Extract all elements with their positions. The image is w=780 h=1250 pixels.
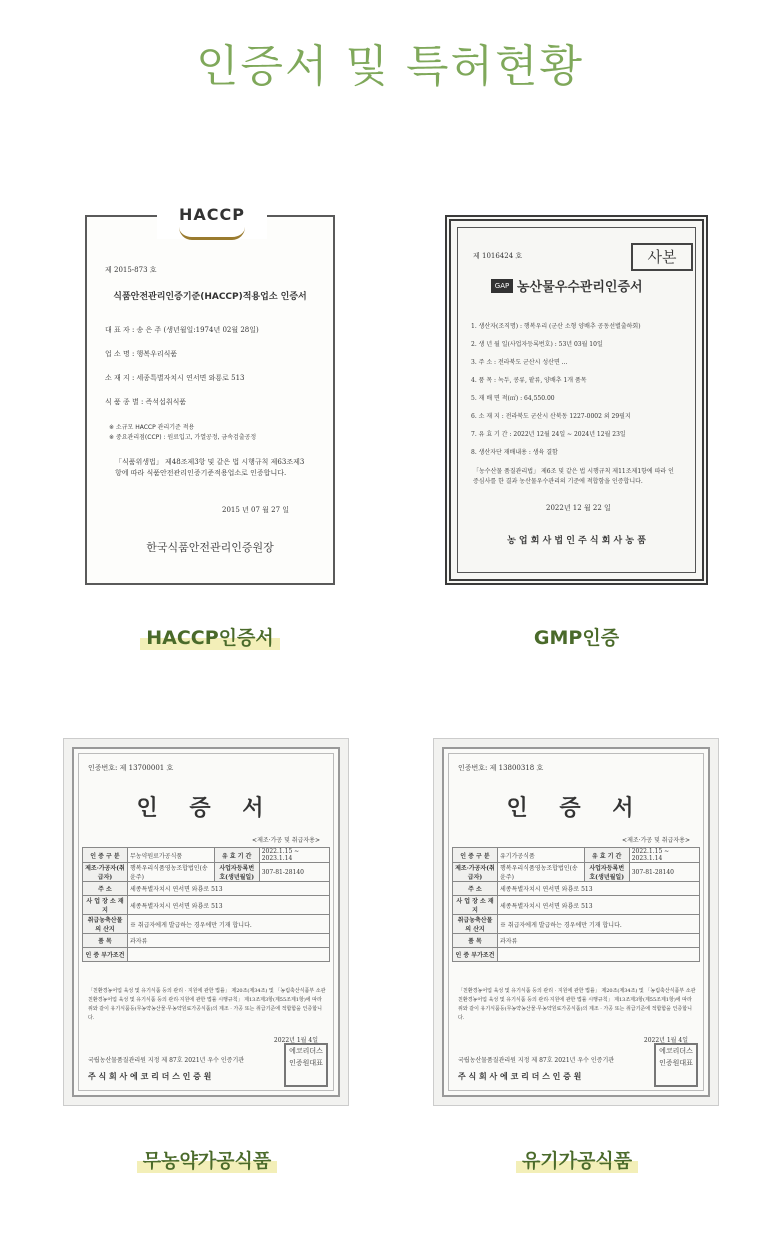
cert-title: 인 증 서: [506, 795, 646, 821]
table-row: [453, 948, 700, 962]
table-row: [453, 934, 700, 948]
table-row: [83, 882, 330, 896]
table-row: [83, 934, 330, 948]
table-row: [453, 896, 700, 915]
cert-subtitle: <제조·가공 및 취급자용>: [252, 837, 320, 844]
table-cell: [498, 948, 700, 962]
table-cell: 품 목: [83, 934, 128, 948]
haccp-certificate: [85, 205, 335, 585]
caption-organic-text: 유기가공식품: [516, 1146, 638, 1173]
table-cell: 유기가공식품: [498, 848, 585, 863]
caption-nopesticide-text: 무농약가공식품: [137, 1146, 277, 1173]
table-cell: 과자류: [498, 934, 700, 948]
table-cell: 행복우리식품영농조합법인(송윤주): [498, 863, 585, 882]
haccp-row: 식 품 종 별 : 즉석섭취식품: [105, 398, 187, 406]
table-cell: 사 업 장 소 재 지: [83, 896, 128, 915]
table-cell: 인 증 구 분: [83, 848, 128, 863]
caption-nopesticide: [63, 1146, 351, 1173]
cert-body: 「친환경농어업 육성 및 유기식품 등의 관리 · 지원에 관한 법률」 제20조(제34조) 및 「농림축산식품부 소관 친환경농어업 육성 및 유기식품 등의 관리·지원에 관한 법률 시행규칙」 제13조제3항(제55조제1항)에 따라 위와 같이 유기식품등(무농약농산물·무농약원료가공식품)의 제조 · 가공 또는 취급기준에 적합함을 인증합니다.: [88, 988, 326, 1021]
table-cell: 인 증 부가조건: [453, 948, 498, 962]
caption-haccp-text: HACCP인증서: [140, 623, 279, 650]
gmp-row: 1. 생산자(조직명) : 행복우리 (군산 소형 양배추 공동선별출하회): [471, 323, 641, 330]
table-cell: 제조·가공자(취급자): [83, 863, 128, 882]
haccp-row: 업 소 명 : 행복우리식품: [105, 350, 178, 358]
table-cell: 세종특별자치시 연서면 와룡로 513: [498, 896, 700, 915]
cert-table: [452, 847, 700, 962]
table-cell: ※ 취급자에게 발급하는 경우에만 기재 합니다.: [498, 915, 700, 934]
haccp-note: ※ 중요관리점(CCP) : 원료입고, 가열공정, 금속검출공정: [109, 434, 257, 441]
organic-certificate: [433, 738, 719, 1106]
gmp-row: 4. 품 목 : 녹두, 콩류, 팥류, 양배추 1개 품목: [471, 377, 587, 384]
gmp-row: 2. 생 년 월 일(사업자등록번호) : 53년 03월 10일: [471, 341, 603, 348]
gmp-title: 농산물우수관리인증서: [517, 280, 643, 295]
table-row: [453, 848, 700, 863]
cert-issuer: 주 식 회 사 에 코 리 더 스 인 증 원: [88, 1071, 212, 1081]
table-cell: 무농약원료가공식품: [128, 848, 215, 863]
table-cell: 인 증 구 분: [453, 848, 498, 863]
table-cell: 제조·가공자(취급자): [453, 863, 498, 882]
table-cell: 세종특별자치시 연서면 와룡로 513: [128, 882, 330, 896]
gmp-issuer: 농 업 회 사 법 인 주 식 회 사 농 품: [507, 536, 646, 546]
cert-footer: 국립농산물품질관리원 지정 제 87호 2021년 우수 인증기관: [458, 1057, 615, 1064]
gmp-row: 6. 소 재 지 : 전라북도 군산시 산북동 1227-0002 외 29필지: [471, 413, 631, 420]
gmp-date: 2022년 12 월 22 일: [546, 504, 611, 512]
cert-subtitle: <제조·가공 및 취급자용>: [622, 837, 690, 844]
haccp-logo: [157, 205, 267, 239]
haccp-logo-text: HACCP: [179, 205, 245, 224]
table-cell: 행복우리식품영농조합법인(송윤주): [128, 863, 215, 882]
table-cell: 세종특별자치시 연서면 와룡로 513: [128, 896, 330, 915]
cert-body: 「친환경농어업 육성 및 유기식품 등의 관리 · 지원에 관한 법률」 제20조(제34조) 및 「농림축산식품부 소관 친환경농어업 육성 및 유기식품 등의 관리·지원에 관한 법률 시행규칙」 제13조제3항(제55조제1항)에 따라 위와 같이 유기식품등(무농약농산물·무농약원료가공식품)의 제조 · 가공 또는 취급기준에 적합함을 인증합니다.: [458, 988, 696, 1021]
haccp-body: 「식품위생법」 제48조제3항 및 같은 법 시행규칙 제63조제3항에 따라 식품안전관리인증기준적용업소로 인증합니다.: [115, 458, 305, 477]
table-row: [83, 896, 330, 915]
official-seal: 에코리더스인증원대표: [654, 1043, 698, 1087]
table-cell: 주 소: [453, 882, 498, 896]
table-cell: 세종특별자치시 연서면 와룡로 513: [498, 882, 700, 896]
gmp-row: 3. 주 소 : 전라북도 군산시 성산면 ...: [471, 359, 568, 366]
cert-issuer: 주 식 회 사 에 코 리 더 스 인 증 원: [458, 1071, 582, 1081]
haccp-note: ※ 소규모 HACCP 관리기준 적용: [109, 424, 195, 431]
table-cell: 307-81-28140: [629, 863, 699, 882]
table-cell: 유 효 기 간: [214, 848, 259, 863]
table-row: [83, 948, 330, 962]
table-cell: ※ 취급자에게 발급하는 경우에만 기재 합니다.: [128, 915, 330, 934]
table-cell: [128, 948, 330, 962]
haccp-logo-arc: [179, 227, 245, 240]
caption-gmp-text: GMP인증: [533, 627, 620, 649]
haccp-issuer: 한국식품안전관리인증원장: [146, 541, 274, 554]
cert-date: 2022년 1월 4일: [273, 1037, 318, 1044]
table-row: [83, 848, 330, 863]
cert-number: 인증번호: 제 13800318 호: [458, 764, 544, 772]
cert-number: 인증번호: 제 13700001 호: [88, 764, 174, 772]
table-cell: 주 소: [83, 882, 128, 896]
gmp-row: 8. 생산자단 재배내용 : 생육 결함: [471, 449, 558, 456]
table-row: [453, 863, 700, 882]
gmp-certificate: [445, 215, 708, 585]
table-cell: 사업자등록번호(생년월일): [214, 863, 259, 882]
gmp-body: 「농수산물 품질관리법」 제6조 및 같은 법 시행규칙 제11조제1항에 따라 인증심사를 한 결과 농산물우수관리의 기준에 적합함을 인증합니다.: [473, 468, 674, 485]
table-cell: 품 목: [453, 934, 498, 948]
caption-haccp: [85, 623, 335, 650]
gmp-copy-stamp: 사본: [631, 243, 693, 271]
haccp-title: 식품안전관리인증기준(HACCP)적용업소 인증서: [113, 292, 307, 302]
table-row: [83, 863, 330, 882]
table-cell: 사업자등록번호(생년월일): [584, 863, 629, 882]
gap-logo: GAP: [491, 279, 513, 293]
table-row: [83, 915, 330, 934]
cert-table: [82, 847, 330, 962]
gmp-row: 7. 유 효 기 간 : 2022년 12월 24일 ~ 2024년 12월 23일: [471, 431, 626, 438]
table-row: [453, 882, 700, 896]
table-row: [453, 915, 700, 934]
cert-title: 인 증 서: [136, 795, 276, 821]
caption-organic: [433, 1146, 721, 1173]
table-cell: 인 증 부가조건: [83, 948, 128, 962]
haccp-row: 대 표 자 : 송 은 주 (생년월일:1974년 02월 28일): [105, 326, 259, 334]
page-title: 인증서 및 특허현황: [195, 41, 584, 92]
table-cell: 과자류: [128, 934, 330, 948]
table-cell: 유 효 기 간: [584, 848, 629, 863]
haccp-row: 소 재 지 : 세종특별자치시 연서면 와룡로 513: [105, 374, 245, 382]
table-cell: 2022.1.15 ~ 2023.1.14: [629, 848, 699, 863]
table-cell: 사 업 장 소 재 지: [453, 896, 498, 915]
table-cell: 취급농축산물의 산지: [83, 915, 128, 934]
haccp-number: 제 2015-873 호: [105, 266, 157, 274]
haccp-date: 2015 년 07 월 27 일: [222, 506, 290, 514]
official-seal: 에코리더스인증원대표: [284, 1043, 328, 1087]
table-cell: 307-81-28140: [259, 863, 329, 882]
caption-gmp: [445, 623, 708, 650]
gmp-number: 제 1016424 호: [473, 252, 523, 260]
gmp-row: 5. 재 배 면 적(㎡) : 64,550.00: [471, 395, 555, 402]
table-cell: 취급농축산물의 산지: [453, 915, 498, 934]
cert-footer: 국립농산물품질관리원 지정 제 87호 2021년 우수 인증기관: [88, 1057, 245, 1064]
nopesticide-certificate: [63, 738, 349, 1106]
table-cell: 2022.1.15 ~ 2023.1.14: [259, 848, 329, 863]
cert-date: 2022년 1월 4일: [643, 1037, 688, 1044]
